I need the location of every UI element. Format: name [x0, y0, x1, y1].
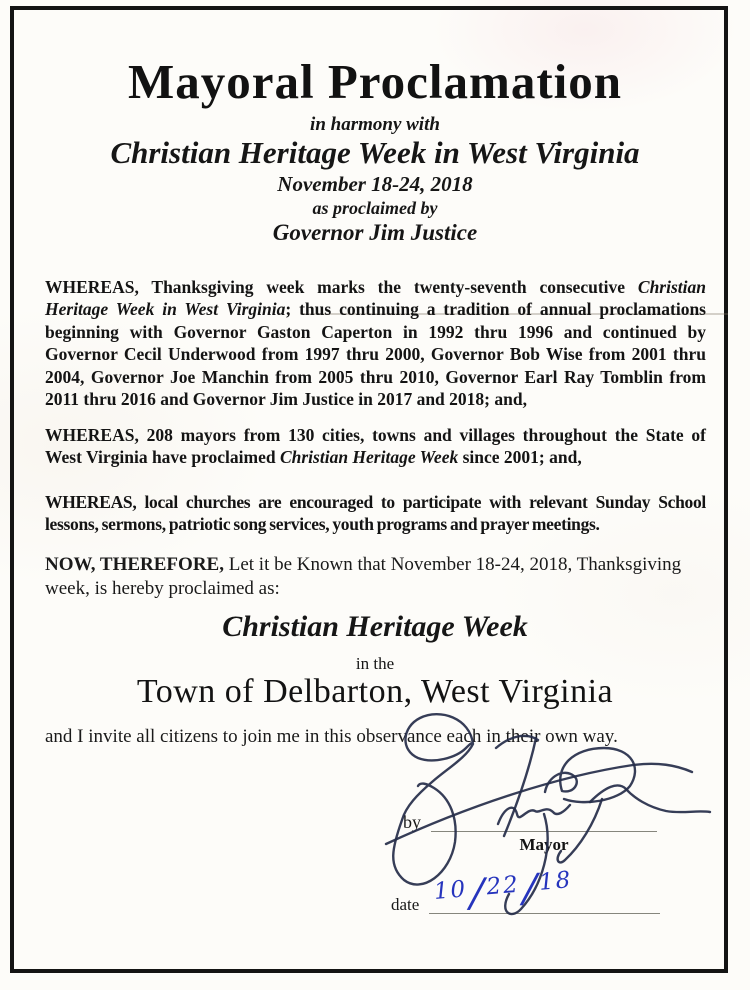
whereas2-text: WHEREAS, 208 mayors from 130 cities, towns and villages throughout the State of West Virginia have proclaimed — [45, 425, 706, 468]
governor-name: Governor Jim Justice — [272, 220, 478, 245]
in-the-connector: in the — [355, 654, 395, 673]
whereas1-continued: ; thus continuing a tradition of annual proclamations beginning with Governor Gaston Caperton in 1992 thru 1996 and continued by Governor Cecil Underwood from 1997 thru 2000, Governor Bob Wise from 2001 thru 2004, Governor Joe Manchin from 2005 thru 2010, Governor Earl Ray Tomblin from 2011 thru 2016 and Governor Jim Justice in 2017 and 2018; and, — [45, 299, 706, 410]
event-title: Christian Heritage Week in West Virginia — [110, 135, 640, 170]
signature-line — [431, 831, 657, 832]
date-day: 22 — [485, 871, 521, 901]
therefore-lead: NOW, THEREFORE, — [45, 554, 224, 575]
whereas-paragraph-1 — [45, 276, 706, 410]
town-name: Town of Delbarton, West Virginia — [136, 673, 614, 710]
mayor-label: Mayor — [519, 835, 569, 854]
whereas1-text: WHEREAS, Thanksgiving week marks the twenty-seventh consecutive — [45, 277, 638, 297]
proclaimed-by-line: as proclaimed by — [312, 198, 438, 218]
handwritten-date — [432, 865, 574, 917]
proclaimed-week-title: Christian Heritage Week — [222, 610, 528, 643]
by-label: by — [403, 812, 421, 832]
harmony-subtitle: in harmony with — [310, 114, 440, 135]
date-month: 10 — [432, 876, 469, 906]
date-year: 18 — [537, 867, 574, 896]
whereas2-italic-phrase: Christian Heritage Week — [279, 447, 459, 468]
whereas1-italic-phrase: Christian Heritage Week in West Virginia — [45, 277, 706, 320]
whereas-paragraph-3: WHEREAS, local churches are encouraged to participate with relevant Sunday School lessons, sermons, patriotic song services, youth programs and prayer meetings. — [45, 492, 706, 535]
event-dates: November 18-24, 2018 — [277, 172, 473, 196]
whereas-paragraph-2 — [45, 424, 706, 469]
page-title: Mayoral Proclamation — [127, 54, 623, 109]
invitation-line: and I invite all citizens to join me in this observance each in their own way. — [45, 726, 618, 747]
therefore-paragraph — [45, 553, 706, 600]
whereas2-continued: since 2001; and, — [458, 447, 582, 468]
date-line — [429, 913, 660, 914]
therefore-text: Let it be Known that November 18-24, 2018, Thanksgiving week, is hereby proclaimed as: — [45, 554, 682, 599]
date-label: date — [391, 895, 420, 914]
